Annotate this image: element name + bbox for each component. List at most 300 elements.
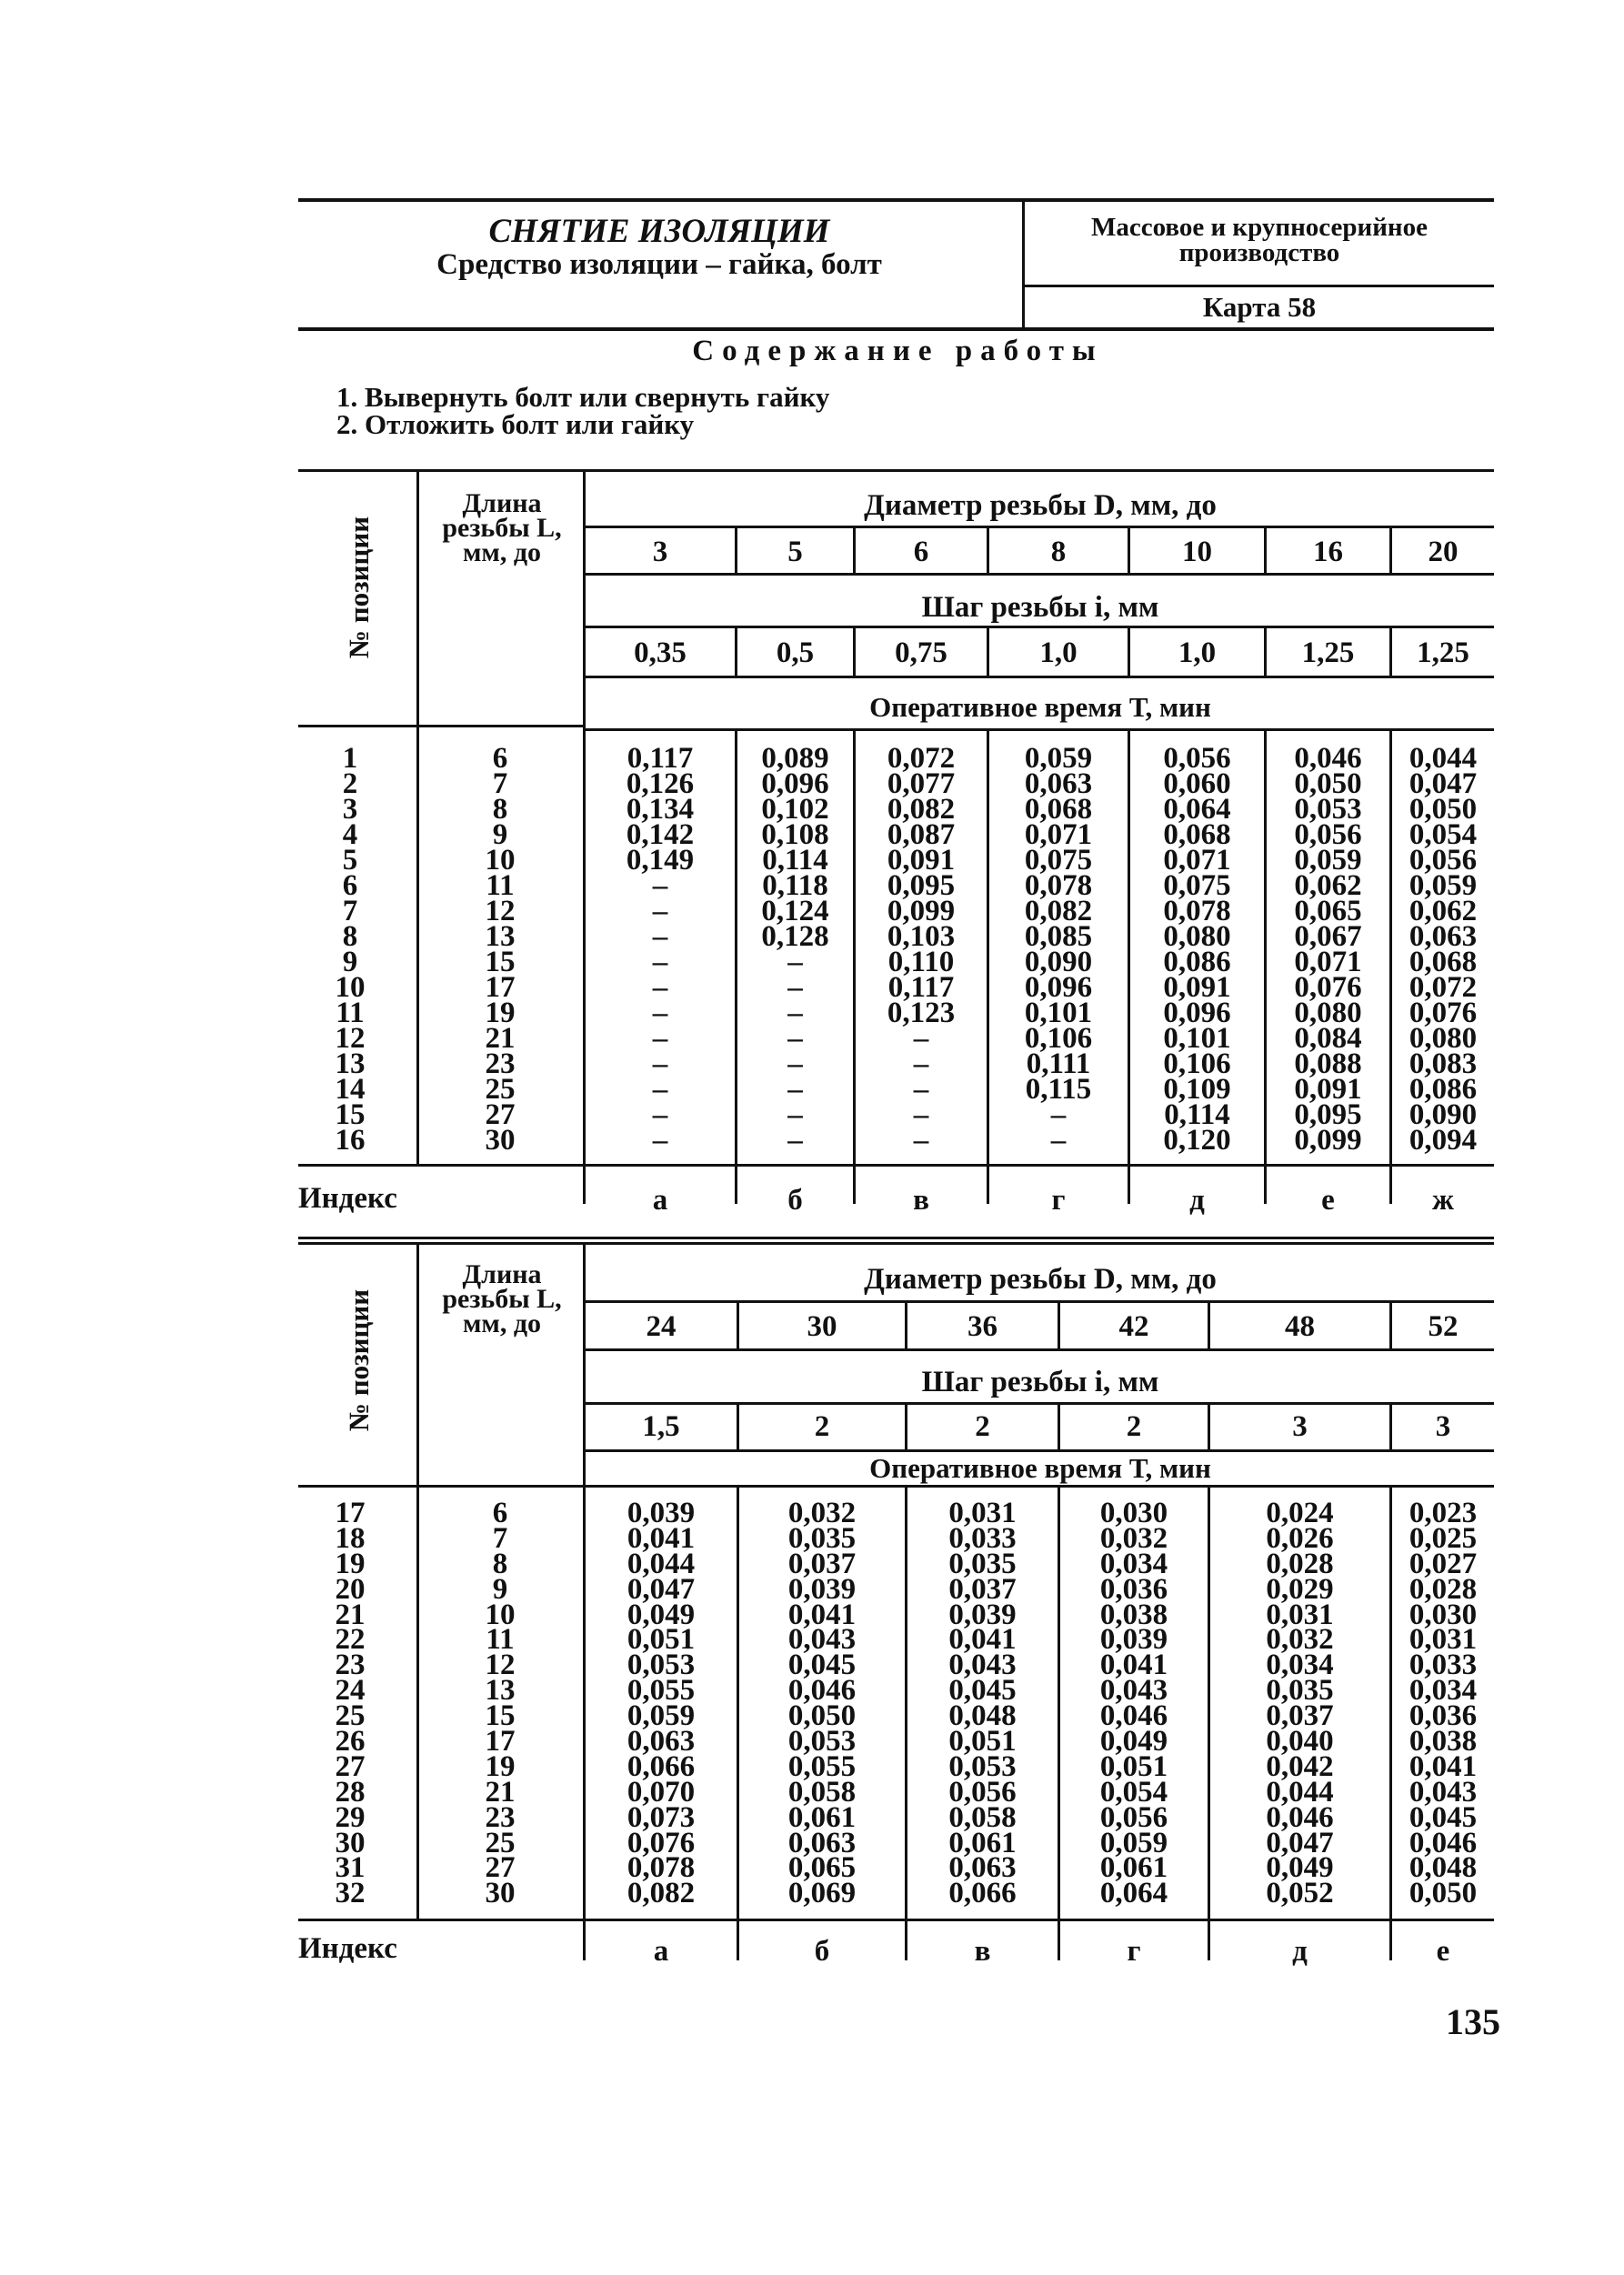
table-cell: 7: [492, 767, 508, 800]
table-cell: 0,078: [1163, 895, 1231, 927]
steps-list: [336, 381, 830, 440]
table-cell: 0,120: [1163, 1124, 1231, 1157]
table-cell: 0,060: [1163, 767, 1231, 800]
table-cell: –: [652, 997, 668, 1029]
table-cell: –: [787, 1047, 803, 1080]
table-cell: 0,086: [1408, 1073, 1478, 1106]
table-cell: 21: [485, 1022, 516, 1055]
table-cell: 0,037: [787, 1547, 857, 1580]
time-column: [1267, 742, 1389, 1157]
table-cell: 0,056: [1294, 818, 1362, 851]
table-cell: 0,114: [1164, 1098, 1230, 1131]
table-cell: 27: [335, 1749, 366, 1783]
diameter-header: Диаметр резьбы D, мм, до: [864, 489, 1217, 522]
table-cell: 0,059: [1099, 1826, 1168, 1859]
diameter-value: 10: [1182, 536, 1212, 568]
positions-column: [309, 742, 391, 1157]
table-cell: 0,055: [787, 1749, 857, 1783]
table-cell: –: [1050, 1124, 1067, 1157]
table-cell: 0,082: [887, 793, 956, 826]
pitch-header: Шаг резьбы i, мм: [921, 591, 1159, 624]
table-cell: 0,051: [948, 1725, 1017, 1759]
table-cell: 0,041: [1099, 1649, 1168, 1682]
table-cell: 0,078: [1024, 869, 1093, 902]
table-cell: 19: [485, 997, 516, 1029]
table-cell: 14: [335, 1073, 366, 1106]
table-cell: 0,059: [627, 1699, 696, 1733]
table-cell: 26: [335, 1725, 366, 1759]
table-cell: 30: [485, 1124, 516, 1157]
table-cell: 0,056: [1408, 844, 1478, 877]
table-cell: 0,128: [761, 920, 829, 953]
table-cell: 0,054: [1099, 1775, 1168, 1809]
table-cell: 0,068: [1408, 946, 1478, 978]
table-cell: 0,076: [627, 1826, 696, 1859]
table-cell: 0,117: [627, 742, 694, 775]
table-cell: 0,080: [1408, 1022, 1478, 1055]
table-cell: –: [913, 1022, 929, 1055]
pitch-value: 2: [1126, 1410, 1142, 1443]
table-cell: 0,031: [1266, 1598, 1334, 1631]
table-cell: 0,096: [1163, 997, 1231, 1029]
table-cell: 0,063: [948, 1851, 1017, 1885]
diameter-value: 30: [807, 1310, 837, 1343]
pitch-header: Шаг резьбы i, мм: [921, 1366, 1159, 1398]
table-cell: 0,049: [627, 1598, 696, 1631]
table-cell: 0,041: [787, 1598, 857, 1631]
table-cell: 0,126: [626, 767, 695, 800]
table-cell: 0,063: [627, 1725, 696, 1759]
table-cell: 0,039: [787, 1572, 857, 1606]
table-cell: 0,045: [948, 1674, 1017, 1708]
table-cell: 17: [335, 1497, 366, 1529]
table-cell: 0,091: [887, 844, 956, 877]
table-cell: 0,075: [1163, 869, 1231, 902]
table-cell: 0,095: [887, 869, 956, 902]
table-cell: 0,026: [1266, 1521, 1334, 1555]
table-cell: 0,071: [1163, 844, 1231, 877]
table-cell: –: [913, 1073, 929, 1106]
table-cell: –: [652, 971, 668, 1004]
table-cell: 6: [492, 742, 508, 775]
diameter-value: 24: [646, 1310, 677, 1343]
table-cell: 11: [336, 997, 365, 1029]
table-cell: –: [787, 1124, 803, 1157]
table-cell: 0,030: [1408, 1598, 1478, 1631]
table-cell: 0,115: [1025, 1073, 1092, 1106]
table-cell: 0,085: [1024, 920, 1093, 953]
table-cell: 0,031: [948, 1497, 1017, 1529]
table-cell: 0,041: [948, 1623, 1017, 1657]
card-number: Карта 58: [1202, 291, 1317, 323]
table-cell: 5: [342, 844, 358, 877]
table-cell: 21: [485, 1775, 516, 1809]
table-cell: 23: [335, 1649, 366, 1682]
table-cell: 10: [485, 844, 516, 877]
table-cell: 0,032: [787, 1497, 857, 1529]
table-cell: 0,089: [761, 742, 829, 775]
table-cell: 0,056: [948, 1775, 1017, 1809]
table-cell: 0,082: [1024, 895, 1093, 927]
table-cell: 0,123: [887, 997, 956, 1029]
table-cell: 0,109: [1163, 1073, 1231, 1106]
table-cell: 23: [485, 1800, 516, 1834]
table-cell: 0,063: [787, 1826, 857, 1859]
table-cell: 0,099: [887, 895, 956, 927]
table-cell: 13: [335, 1047, 366, 1080]
table-cell: 7: [342, 895, 358, 927]
table-cell: 8: [492, 1547, 508, 1580]
step-item: 2. Отложить болт или гайку: [336, 408, 695, 440]
table-cell: 10: [335, 971, 366, 1004]
table-cell: 9: [342, 946, 358, 978]
table-cell: –: [787, 1098, 803, 1131]
table-cell: 0,050: [1408, 1877, 1478, 1910]
table-cell: 0,059: [1294, 844, 1362, 877]
table-cell: 19: [485, 1749, 516, 1783]
index-value: а: [652, 1184, 668, 1217]
table-cell: 0,111: [1026, 1047, 1091, 1080]
table-cell: 0,118: [762, 869, 828, 902]
table-cell: 0,032: [1099, 1521, 1168, 1555]
table-cell: –: [652, 1022, 668, 1055]
table-cell: 0,073: [627, 1800, 696, 1834]
table-cell: 0,102: [761, 793, 829, 826]
pitch-value: 0,75: [895, 636, 947, 669]
table-cell: 0,054: [1408, 818, 1478, 851]
table-cell: 0,033: [1408, 1649, 1478, 1682]
table-cell: –: [787, 971, 803, 1004]
table-cell: 0,036: [1099, 1572, 1168, 1606]
table-cell: 8: [492, 793, 508, 826]
table-cell: –: [913, 1124, 929, 1157]
table-cell: 6: [492, 1497, 508, 1529]
table-cell: 0,025: [1408, 1521, 1478, 1555]
time-header: Оперативное время Т, мин: [869, 691, 1211, 723]
table-cell: 0,095: [1294, 1098, 1362, 1131]
table-cell: 0,050: [787, 1699, 857, 1733]
table-cell: 0,067: [1294, 920, 1362, 953]
table-cell: –: [1050, 1098, 1067, 1131]
table-cell: 0,064: [1163, 793, 1231, 826]
table-cell: 0,037: [948, 1572, 1017, 1606]
table-cell: 0,068: [1024, 793, 1093, 826]
time-header: Оперативное время Т, мин: [869, 1452, 1211, 1484]
pitch-value: 3: [1292, 1410, 1308, 1443]
time-column: [586, 742, 735, 1157]
lengths-column: [455, 1497, 546, 1910]
table-cell: 0,082: [627, 1877, 696, 1910]
pitch-value: 1,5: [642, 1410, 680, 1443]
table-cell: 29: [335, 1800, 366, 1834]
table-cell: 0,053: [1294, 793, 1362, 826]
table-cell: 21: [335, 1598, 366, 1631]
table-cell: 0,063: [1408, 920, 1478, 953]
table-cell: 0,053: [948, 1749, 1017, 1783]
table-cell: 32: [335, 1877, 366, 1910]
table-cell: 25: [335, 1699, 366, 1733]
table-cell: –: [652, 946, 668, 978]
time-column: [989, 742, 1128, 1157]
production-type: Массовое и крупносерийное производство: [1090, 213, 1429, 267]
table-cell: 0,051: [1099, 1749, 1168, 1783]
table-cell: 0,090: [1024, 946, 1093, 978]
table-cell: 24: [335, 1674, 366, 1708]
table-cell: –: [652, 1098, 668, 1131]
table-cell: 0,029: [1266, 1572, 1334, 1606]
pitch-value: 1,25: [1417, 636, 1469, 669]
table-cell: –: [787, 946, 803, 978]
table-cell: –: [652, 1124, 668, 1157]
index-value: в: [974, 1935, 991, 1968]
table-cell: 15: [485, 1699, 516, 1733]
table-cell: 0,048: [1408, 1851, 1478, 1885]
table-cell: 0,043: [1408, 1775, 1478, 1809]
table-cell: 0,101: [1024, 997, 1093, 1029]
table-cell: 0,046: [1408, 1826, 1478, 1859]
table-cell: 0,068: [1163, 818, 1231, 851]
contents-heading: Содержание работы: [692, 335, 1104, 367]
table-cell: 31: [335, 1851, 366, 1885]
table-cell: 0,062: [1294, 869, 1362, 902]
table-cell: 0,045: [1408, 1800, 1478, 1834]
table-cell: 0,106: [1163, 1047, 1231, 1080]
table-cell: 0,041: [1408, 1749, 1478, 1783]
table-cell: 0,046: [1294, 742, 1362, 775]
table-cell: 0,034: [1266, 1649, 1334, 1682]
table-cell: 0,080: [1163, 920, 1231, 953]
time-column: [1130, 742, 1264, 1157]
table-cell: 0,134: [626, 793, 695, 826]
table-cell: 0,038: [1408, 1725, 1478, 1759]
table-cell: 0,149: [626, 844, 695, 877]
diameter-value: 20: [1428, 536, 1459, 568]
table-cell: 0,048: [948, 1699, 1017, 1733]
diameter-value: 8: [1050, 536, 1067, 568]
table-cell: 0,076: [1294, 971, 1362, 1004]
table-cell: 0,090: [1408, 1098, 1478, 1131]
table-cell: 0,065: [787, 1851, 857, 1885]
table-cell: 0,040: [1266, 1725, 1334, 1759]
index-value: б: [787, 1184, 803, 1217]
table-cell: 8: [342, 920, 358, 953]
table-cell: 0,035: [948, 1547, 1017, 1580]
time-column: [856, 742, 987, 1157]
index-label: Индекс: [298, 1182, 397, 1215]
table-cell: 2: [342, 767, 358, 800]
table-cell: 0,103: [887, 920, 956, 953]
position-header: № позиции: [343, 516, 375, 659]
table-cell: 0,032: [1266, 1623, 1334, 1657]
table-cell: 0,043: [1099, 1674, 1168, 1708]
table-cell: 0,034: [1099, 1547, 1168, 1580]
index-label: Индекс: [298, 1932, 397, 1965]
table-cell: 0,046: [1099, 1699, 1168, 1733]
table-cell: 0,028: [1408, 1572, 1478, 1606]
table-cell: 20: [335, 1572, 366, 1606]
table-cell: 0,058: [787, 1775, 857, 1809]
table-cell: 15: [485, 946, 516, 978]
table-cell: 10: [485, 1598, 516, 1631]
table-cell: 0,124: [761, 895, 829, 927]
table-cell: 0,024: [1266, 1497, 1334, 1529]
table-cell: 0,043: [787, 1623, 857, 1657]
table-cell: 0,070: [627, 1775, 696, 1809]
step-item: 1. Вывернуть болт или свернуть гайку: [336, 381, 830, 413]
table-cell: –: [652, 869, 668, 902]
table-cell: 12: [485, 1649, 516, 1682]
table-cell: 11: [486, 1623, 515, 1657]
table-cell: 0,035: [1266, 1674, 1334, 1708]
table-cell: 23: [485, 1047, 516, 1080]
table-cell: 3: [342, 793, 358, 826]
table-cell: 0,061: [787, 1800, 857, 1834]
index-value: д: [1292, 1935, 1308, 1968]
table-cell: 0,096: [761, 767, 829, 800]
table-cell: 0,058: [948, 1800, 1017, 1834]
table-cell: 0,072: [1408, 971, 1478, 1004]
table-cell: 0,099: [1294, 1124, 1362, 1157]
time-column: [737, 742, 853, 1157]
index-value: в: [913, 1184, 929, 1217]
table-cell: 0,028: [1266, 1547, 1334, 1580]
diameter-value: 42: [1118, 1310, 1149, 1343]
table-cell: 9: [492, 818, 508, 851]
table-cell: 0,083: [1408, 1047, 1478, 1080]
time-column: [1210, 1497, 1389, 1910]
table-cell: –: [913, 1047, 929, 1080]
table-cell: 0,047: [1408, 767, 1478, 800]
table-cell: 0,117: [887, 971, 955, 1004]
table-cell: 0,101: [1163, 1022, 1231, 1055]
table-cell: 0,076: [1408, 997, 1478, 1029]
time-column: [907, 1497, 1058, 1910]
index-value: е: [1436, 1935, 1450, 1968]
pitch-value: 3: [1435, 1410, 1451, 1443]
table-cell: 0,047: [627, 1572, 696, 1606]
table-cell: 0,061: [948, 1826, 1017, 1859]
table-cell: 0,084: [1294, 1022, 1362, 1055]
table-cell: –: [652, 895, 668, 927]
table-cell: 0,091: [1294, 1073, 1362, 1106]
table-cell: 16: [335, 1124, 366, 1157]
table-cell: 0,035: [787, 1521, 857, 1555]
index-value: д: [1189, 1184, 1205, 1217]
pitch-value: 1,0: [1039, 636, 1078, 669]
table-cell: 0,096: [1024, 971, 1093, 1004]
table-cell: 0,064: [1099, 1877, 1168, 1910]
table-cell: 0,094: [1408, 1124, 1478, 1157]
table-cell: 0,108: [761, 818, 829, 851]
table-cell: –: [652, 920, 668, 953]
table-cell: 18: [335, 1521, 366, 1555]
time-column: [1392, 1497, 1494, 1910]
table-cell: 0,066: [948, 1877, 1017, 1910]
table-cell: 0,063: [1024, 767, 1093, 800]
table-cell: 0,087: [887, 818, 956, 851]
table-cell: 0,075: [1024, 844, 1093, 877]
index-value: ж: [1432, 1184, 1454, 1217]
table-cell: 0,050: [1294, 767, 1362, 800]
table-cell: 0,052: [1266, 1877, 1334, 1910]
diameter-header: Диаметр резьбы D, мм, до: [864, 1263, 1217, 1296]
diameter-value: 3: [652, 536, 668, 568]
table-cell: –: [787, 1022, 803, 1055]
time-column: [586, 1497, 737, 1910]
table-cell: 0,031: [1408, 1623, 1478, 1657]
table-cell: 0,091: [1163, 971, 1231, 1004]
index-value: г: [1127, 1935, 1141, 1968]
table-cell: 0,061: [1099, 1851, 1168, 1885]
table-cell: 22: [335, 1623, 366, 1657]
time-column: [739, 1497, 905, 1910]
index-value: е: [1321, 1184, 1335, 1217]
table-cell: 0,053: [627, 1649, 696, 1682]
table-cell: 13: [485, 920, 516, 953]
positions-column: [309, 1497, 391, 1910]
table-cell: 0,039: [948, 1598, 1017, 1631]
table-cell: 6: [342, 869, 358, 902]
table-cell: 0,034: [1408, 1674, 1478, 1708]
table-cell: 0,047: [1266, 1826, 1334, 1859]
table-cell: 0,042: [1266, 1749, 1334, 1783]
pitch-value: 2: [975, 1410, 990, 1443]
table-cell: 0,056: [1099, 1800, 1168, 1834]
table-cell: 27: [485, 1851, 516, 1885]
table-cell: 7: [492, 1521, 508, 1555]
table-cell: 0,053: [787, 1725, 857, 1759]
table-cell: 17: [485, 1725, 516, 1759]
length-header: Длина резьбы L, мм, до: [442, 488, 562, 567]
table-cell: 28: [335, 1775, 366, 1809]
table-cell: 0,086: [1163, 946, 1231, 978]
table-cell: 0,077: [887, 767, 956, 800]
table-cell: –: [652, 1047, 668, 1080]
table-cell: 0,023: [1408, 1497, 1478, 1529]
table-cell: 25: [485, 1826, 516, 1859]
length-header: Длина резьбы L, мм, до: [442, 1259, 562, 1338]
table-cell: 15: [335, 1098, 366, 1131]
card-subtitle: Средство изоляции – гайка, болт: [436, 248, 882, 281]
pitch-value: 1,0: [1178, 636, 1217, 669]
table-cell: 12: [485, 895, 516, 927]
table-cell: 0,071: [1294, 946, 1362, 978]
table-cell: 0,030: [1099, 1497, 1168, 1529]
table-cell: 19: [335, 1547, 366, 1580]
table-cell: 25: [485, 1073, 516, 1106]
table-cell: –: [652, 1073, 668, 1106]
table-cell: 0,059: [1408, 869, 1478, 902]
diameter-value: 6: [913, 536, 929, 568]
table-cell: 0,038: [1099, 1598, 1168, 1631]
table-cell: 1: [342, 742, 358, 775]
table-cell: 11: [486, 869, 515, 902]
index-value: б: [814, 1935, 830, 1968]
table-cell: 0,027: [1408, 1547, 1478, 1580]
table-cell: 0,044: [1408, 742, 1478, 775]
table-cell: 0,036: [1408, 1699, 1478, 1733]
table-cell: 30: [335, 1826, 366, 1859]
diameter-value: 5: [787, 536, 803, 568]
table-cell: 0,110: [887, 946, 955, 978]
table-cell: 0,037: [1266, 1699, 1334, 1733]
page-number: 135: [1446, 2001, 1500, 2042]
table-cell: 0,065: [1294, 895, 1362, 927]
table-cell: 0,046: [787, 1674, 857, 1708]
table-cell: 0,055: [627, 1674, 696, 1708]
table-cell: 0,062: [1408, 895, 1478, 927]
table-cell: 0,106: [1024, 1022, 1093, 1055]
